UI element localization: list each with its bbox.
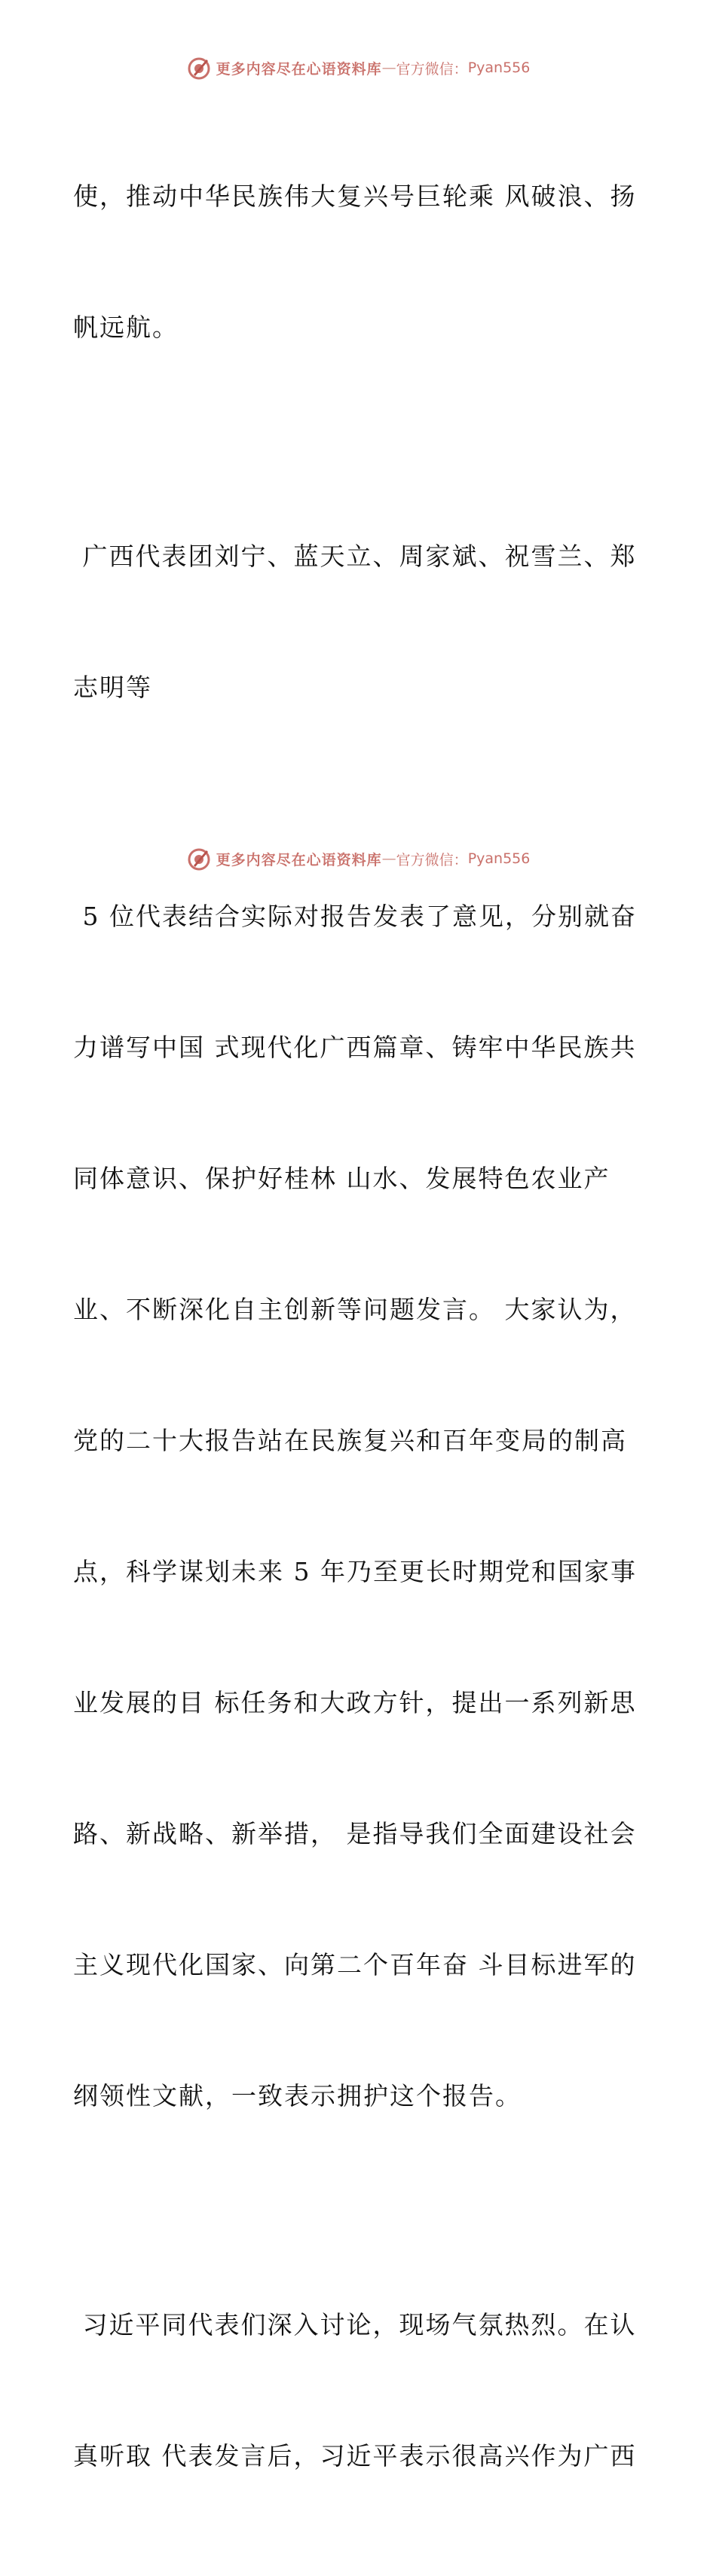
document-body bbox=[73, 87, 637, 2576]
text-line: 业、不断深化自主创新等问题发言。 大家认为， bbox=[73, 1295, 637, 1324]
quill-circle-logo-icon bbox=[186, 55, 212, 81]
footer-watermark bbox=[0, 845, 716, 872]
text-line: 纲领性文献，一致表示拥护这个报告。 bbox=[73, 2081, 522, 2111]
watermark-main-text: 更多内容尽在心语资料库 bbox=[216, 60, 382, 78]
text-line: 5 位代表结合实际对报告发表了意见，分别就奋 bbox=[73, 902, 637, 931]
text-line: 广西代表团刘宁、蓝天立、周家斌、祝雪兰、郑 bbox=[73, 542, 637, 571]
watermark-wechat-id: Pyan556 bbox=[467, 60, 531, 76]
header-watermark bbox=[0, 54, 716, 81]
watermark-wechat-id: Pyan556 bbox=[467, 850, 531, 867]
text-line: 习近平同代表们深入讨论，现场气氛热烈。在认 bbox=[73, 2310, 637, 2339]
text-line: 点，科学谋划未来 5 年乃至更长时期党和国家事 bbox=[73, 1557, 637, 1586]
watermark-separator: — bbox=[381, 60, 396, 76]
text-line: 真听取 代表发言后，习近平表示很高兴作为广西 bbox=[73, 2441, 637, 2471]
watermark-separator: — bbox=[381, 850, 396, 867]
text-line: 力谱写中国 式现代化广西篇章、铸牢中华民族共 bbox=[73, 1033, 637, 1062]
watermark-wechat-label: 官方微信： bbox=[396, 851, 468, 868]
text-line: 主义现代化国家、向第二个百年奋 斗目标进军的 bbox=[73, 1950, 637, 1979]
paragraph bbox=[73, 447, 637, 797]
text-line: 业发展的目 标任务和大政方针，提出一系列新思 bbox=[73, 1688, 637, 1717]
paragraph bbox=[73, 2216, 637, 2565]
paragraph bbox=[73, 807, 637, 2205]
watermark-main-text: 更多内容尽在心语资料库 bbox=[216, 851, 382, 868]
text-line: 同体意识、保护好桂林 山水、发展特色农业产 bbox=[73, 1164, 610, 1193]
text-line: 帆远航。 bbox=[73, 313, 179, 342]
quill-circle-logo-icon bbox=[186, 846, 212, 871]
watermark-wechat-label: 官方微信： bbox=[396, 60, 468, 78]
paragraph bbox=[73, 87, 637, 437]
text-line: 路、新战略、新举措， 是指导我们全面建设社会 bbox=[73, 1819, 637, 1848]
text-line: 党的二十大报告站在民族复兴和百年变局的制高 bbox=[73, 1426, 627, 1455]
text-line: 志明等 bbox=[73, 673, 152, 702]
text-line: 使，推动中华民族伟大复兴号巨轮乘 风破浪、扬 bbox=[73, 182, 637, 211]
